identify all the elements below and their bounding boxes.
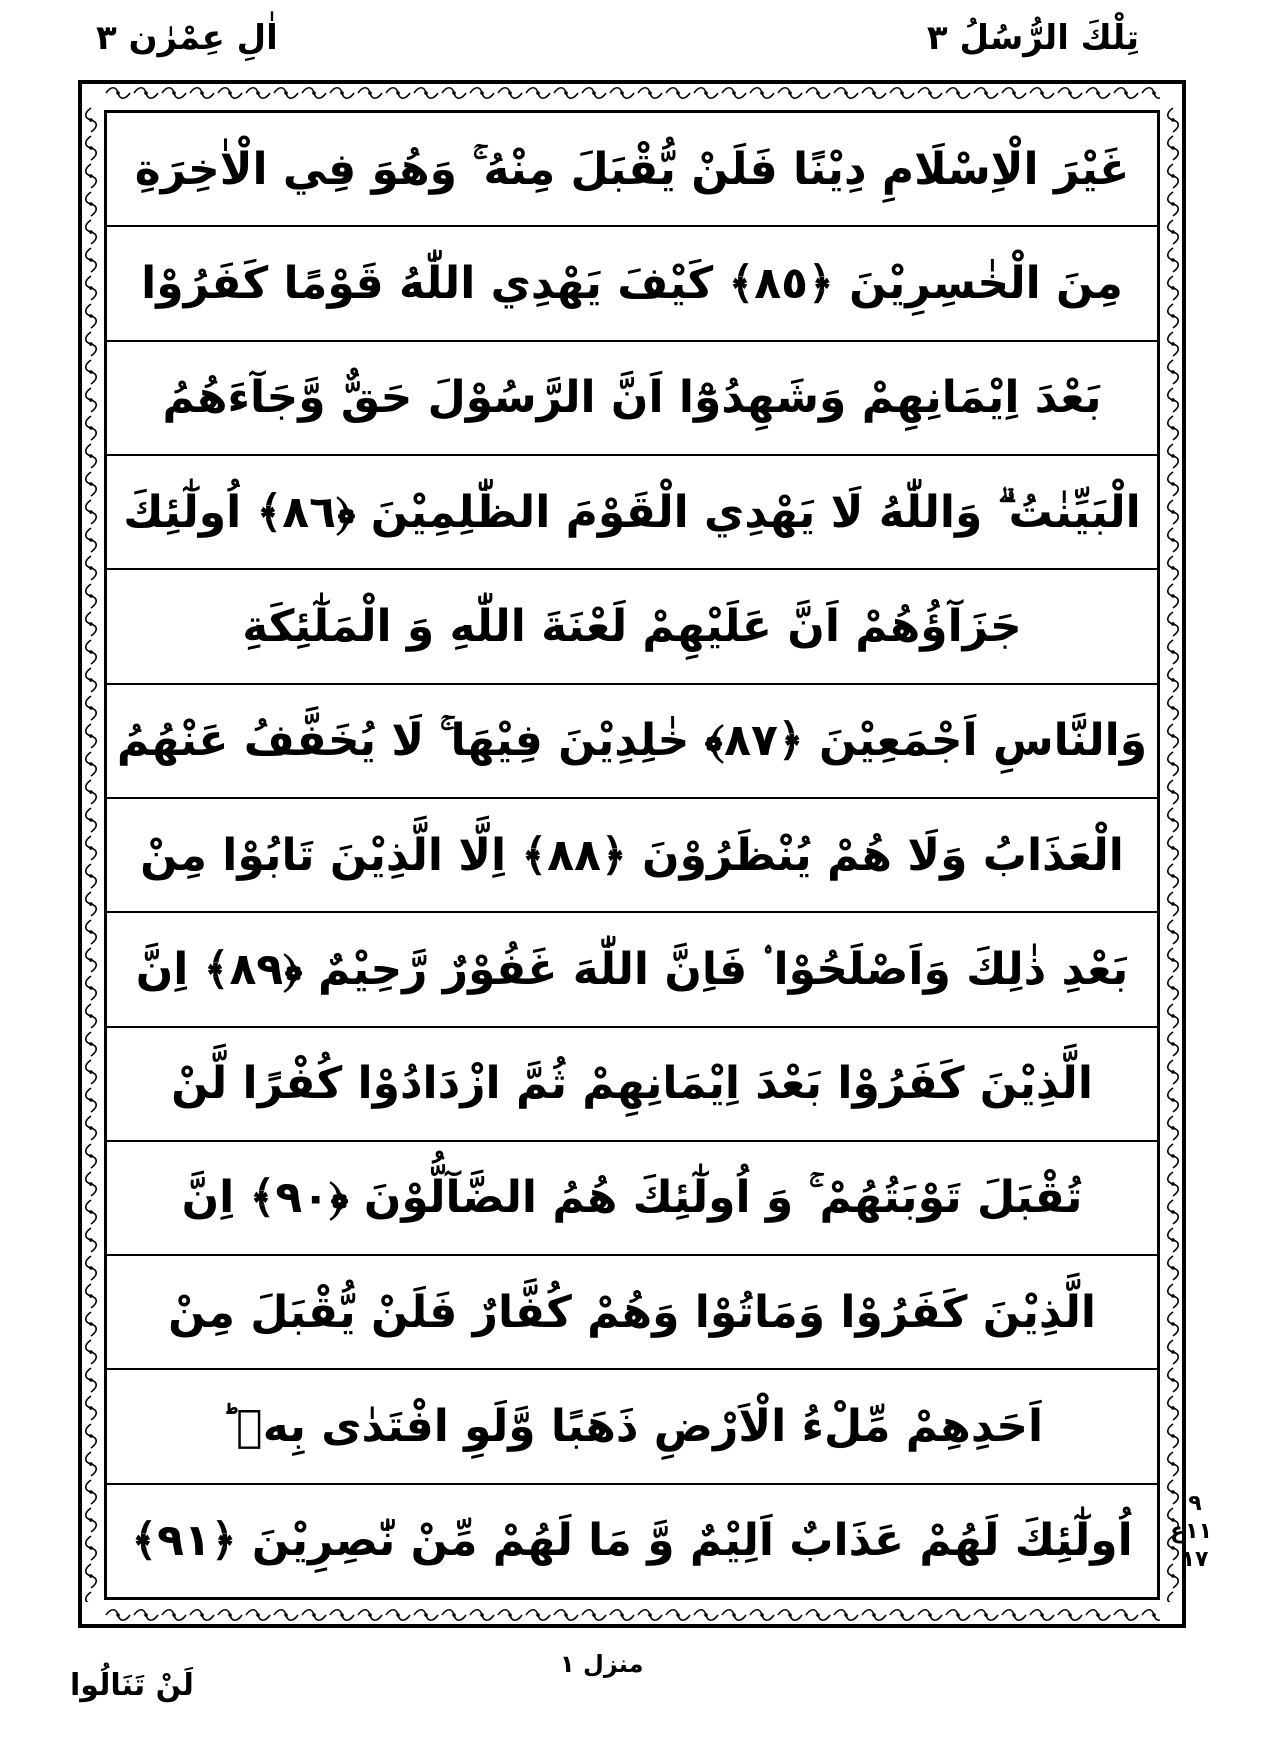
verse-line: اُولٰٓئِكَ لَهُمْ عَذَابٌ اَلِيْمٌ وَّ مَا لَهُمْ مِّنْ نّٰصِرِيْنَ ﴿٩١﴾ (131, 1515, 1133, 1567)
verse-line: الَّذِيْنَ كَفَرُوْا وَمَاتُوْا وَهُمْ كُفَّارٌ فَلَنْ يُّقْبَلَ مِنْ (107, 1256, 1157, 1370)
ruku-note-line: ٩ (1188, 1491, 1202, 1516)
verse-line: مِنَ الْخٰسِرِيْنَ ﴿٨٥﴾ كَيْفَ يَهْدِي اللّٰهُ قَوْمًا كَفَرُوْا (107, 227, 1157, 341)
verse-line: الْعَذَابُ وَلَا هُمْ يُنْظَرُوْنَ ﴿٨٨﴾ اِلَّا الَّذِيْنَ تَابُوْا مِنْ (107, 799, 1157, 913)
ornament-band-top (104, 86, 1160, 100)
verse-line: غَيْرَ الْاِسْلَامِ دِيْنًا فَلَنْ يُّقْبَلَ مِنْهُ ۚ وَهُوَ فِي الْاٰخِرَةِ (107, 113, 1157, 227)
ornament-pattern-icon (1166, 106, 1180, 1602)
ruku-note-line: ١٧ (1181, 1547, 1209, 1572)
verse-line: وَالنَّاسِ اَجْمَعِيْنَ ﴿٨٧﴾ خٰلِدِيْنَ فِيْهَا ۚ لَا يُخَفَّفُ عَنْهُمُ (107, 685, 1157, 799)
surah-name-header: اٰلِ عِمْرٰن ٣ (96, 18, 278, 58)
ornament-pattern-icon (104, 86, 1160, 100)
ornament-band-bottom (104, 1608, 1160, 1622)
ruku-note-line: ١١ع (1170, 1519, 1212, 1544)
manzil-footer: منزل ١ (560, 1650, 644, 1678)
surah-juz-header: تِلْكَ الرُّسُلُ ٣ (926, 18, 1139, 58)
ornament-pattern-icon (84, 106, 98, 1602)
quran-text-block (104, 110, 1160, 1600)
verse-line: جَزَآؤُهُمْ اَنَّ عَلَيْهِمْ لَعْنَةَ اللّٰهِ وَ الْمَلٰٓئِكَةِ (107, 570, 1157, 684)
verse-line: اَحَدِهِمْ مِّلْءُ الْاَرْضِ ذَهَبًا وَّلَوِ افْتَدٰى بِهٖ ؕ (107, 1370, 1157, 1484)
ornament-pattern-icon (104, 1608, 1160, 1622)
ornament-band-left (84, 106, 98, 1602)
ruku-margin-note (1170, 1490, 1212, 1574)
ornament-band-right (1166, 106, 1180, 1602)
verse-line: الْبَيِّنٰتُ ۗ وَاللّٰهُ لَا يَهْدِي الْقَوْمَ الظّٰلِمِيْنَ ﴿٨٦﴾ اُولٰٓئِكَ (107, 456, 1157, 570)
verse-line: بَعْدَ اِيْمَانِهِمْ وَشَهِدُوْٓا اَنَّ الرَّسُوْلَ حَقٌّ وَّجَآءَهُمُ (107, 342, 1157, 456)
verse-line: تُقْبَلَ تَوْبَتُهُمْ ۚ وَ اُولٰٓئِكَ هُمُ الضَّآلُّوْنَ ﴿٩٠﴾ اِنَّ (107, 1142, 1157, 1256)
verse-line: الَّذِيْنَ كَفَرُوْا بَعْدَ اِيْمَانِهِمْ ثُمَّ ازْدَادُوْا كُفْرًا لَّنْ (107, 1028, 1157, 1142)
verse-line: بَعْدِ ذٰلِكَ وَاَصْلَحُوْا ۟ فَاِنَّ اللّٰهَ غَفُوْرٌ رَّحِيْمٌ ﴿٨٩﴾ اِنَّ (107, 913, 1157, 1027)
juz-name-footer: لَنْ تَنَالُوا (70, 1668, 194, 1703)
